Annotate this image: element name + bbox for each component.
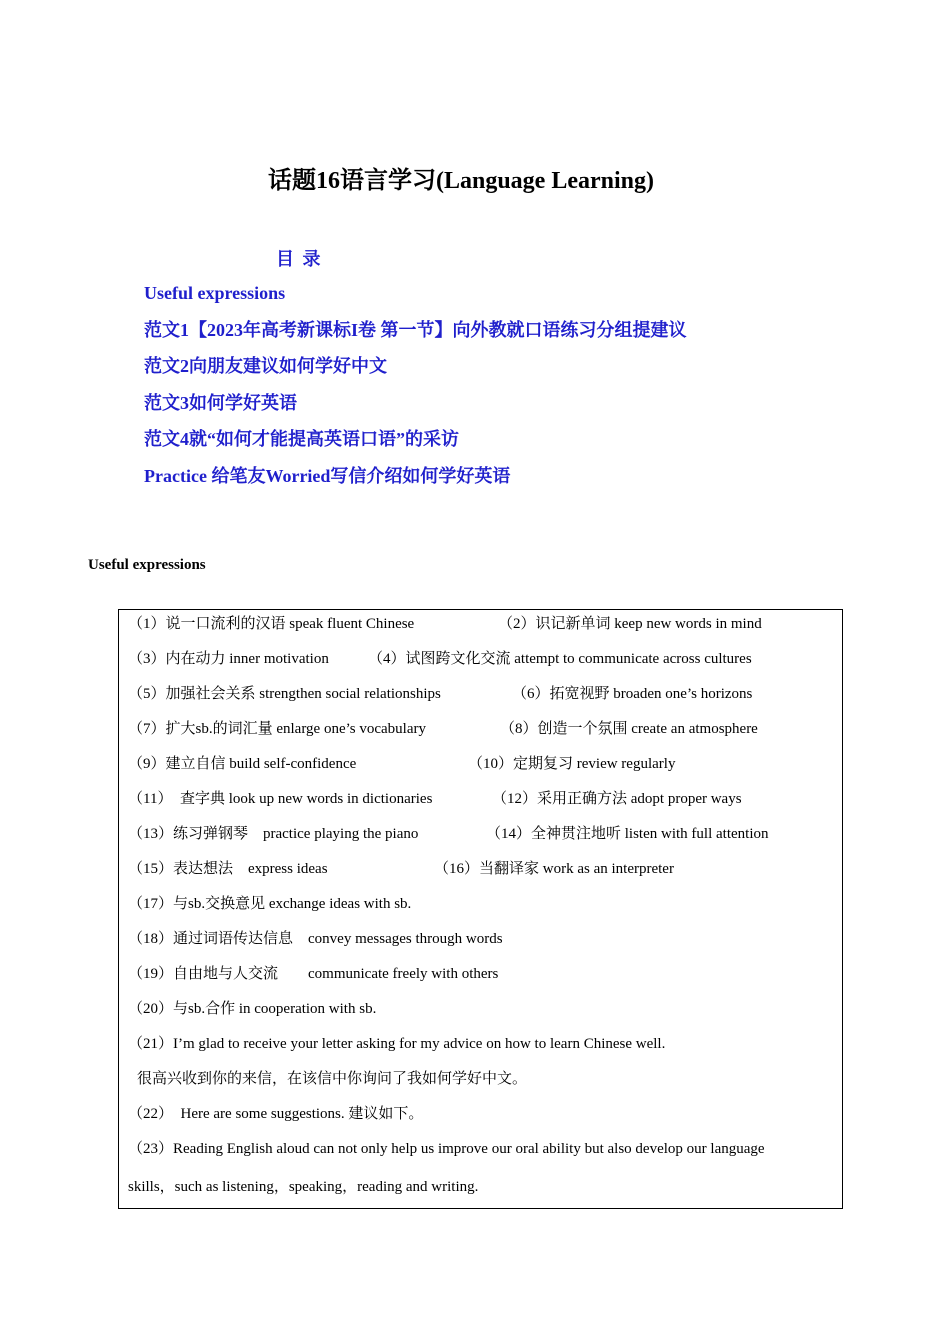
expression-row [128, 894, 411, 914]
expression-row [128, 649, 752, 669]
toc-item-essay-3[interactable]: 范文3如何学好英语 [144, 392, 297, 413]
expression-item: （19）自由地与人交流 communicate freely with others [128, 966, 499, 982]
expression-row [137, 1069, 527, 1089]
expression-item: （4）试图跨文化交流 attempt to communicate across cultures [368, 651, 752, 667]
expression-row [128, 1034, 665, 1054]
expression-item: （22） Here are some suggestions. 建议如下。 [128, 1106, 424, 1122]
expression-row [128, 719, 758, 739]
expression-item: （15）表达想法 express ideas [128, 861, 328, 877]
section-heading: Useful expressions [88, 557, 206, 573]
expression-row [128, 754, 676, 774]
expression-item: （1）说一口流利的汉语 speak fluent Chinese [128, 616, 415, 632]
expression-item: （12）采用正确方法 adopt proper ways [492, 791, 742, 807]
toc-item-essay-2[interactable]: 范文2向朋友建议如何学好中文 [144, 356, 387, 376]
expressions-box [118, 609, 843, 1209]
expression-item: （20）与sb.合作 in cooperation with sb. [128, 1001, 377, 1017]
expression-row [128, 1104, 423, 1124]
expression-item: （8）创造一个氛围 create an atmosphere [500, 721, 758, 737]
toc-item-useful-expressions[interactable]: Useful expressions [144, 283, 286, 303]
expression-row [128, 1177, 478, 1197]
expression-item: （5）加强社会关系 strengthen social relationships [128, 686, 441, 702]
expression-row [128, 789, 742, 809]
toc-item-essay-1[interactable]: 范文1【2023年高考新课标I卷 第一节】向外教就口语练习分组提建议 [144, 319, 687, 340]
expression-row [128, 929, 503, 949]
expression-row [128, 1139, 765, 1159]
expression-item: （17）与sb.交换意见 exchange ideas with sb. [128, 896, 412, 912]
page-title: 话题16语言学习(Language Learning) [267, 168, 654, 194]
expression-item: （21）I’m glad to receive your letter asking for my advice on how to learn Chinese well. [128, 1036, 666, 1052]
expression-item: （2）识记新单词 keep new words in mind [498, 616, 762, 632]
expression-item: （10）定期复习 review regularly [468, 756, 676, 772]
expression-item: （14）全神贯注地听 listen with full attention [486, 826, 769, 842]
table-of-contents [144, 280, 687, 499]
toc-item-essay-4[interactable]: 范文4就“如何才能提高英语口语”的采访 [144, 429, 459, 449]
expression-row [128, 964, 498, 984]
expression-row [128, 684, 753, 704]
expression-item: （23）Reading English aloud can not only help us improve our oral ability but also develop our language [128, 1141, 765, 1157]
expression-item: （13）练习弹钢琴 practice playing the piano [128, 826, 419, 842]
expression-row [128, 614, 762, 634]
expression-item: （9）建立自信 build self-confidence [128, 756, 357, 772]
expression-row [128, 859, 674, 879]
expression-item: （3）内在动力 inner motivation [128, 651, 329, 667]
expression-item: （7）扩大sb.的词汇量 enlarge one’s vocabulary [128, 721, 427, 737]
expression-item: skills，such as listening，speaking，reading and writing. [128, 1179, 479, 1195]
expression-row [128, 824, 769, 844]
toc-heading: 目 录 [276, 249, 323, 269]
expression-item: （6）拓宽视野 broaden one’s horizons [512, 686, 753, 702]
expression-item: 很高兴收到你的来信，在该信中你询问了我如何学好中文。 [137, 1071, 528, 1087]
expression-row [128, 999, 376, 1019]
expression-item: （16）当翻译家 work as an interpreter [434, 861, 674, 877]
expression-item: （11） 查字典 look up new words in dictionaries [128, 791, 433, 807]
toc-item-practice[interactable]: Practice 给笔友Worried写信介绍如何学好英语 [144, 465, 511, 486]
expression-item: （18）通过词语传达信息 convey messages through words [128, 931, 503, 947]
